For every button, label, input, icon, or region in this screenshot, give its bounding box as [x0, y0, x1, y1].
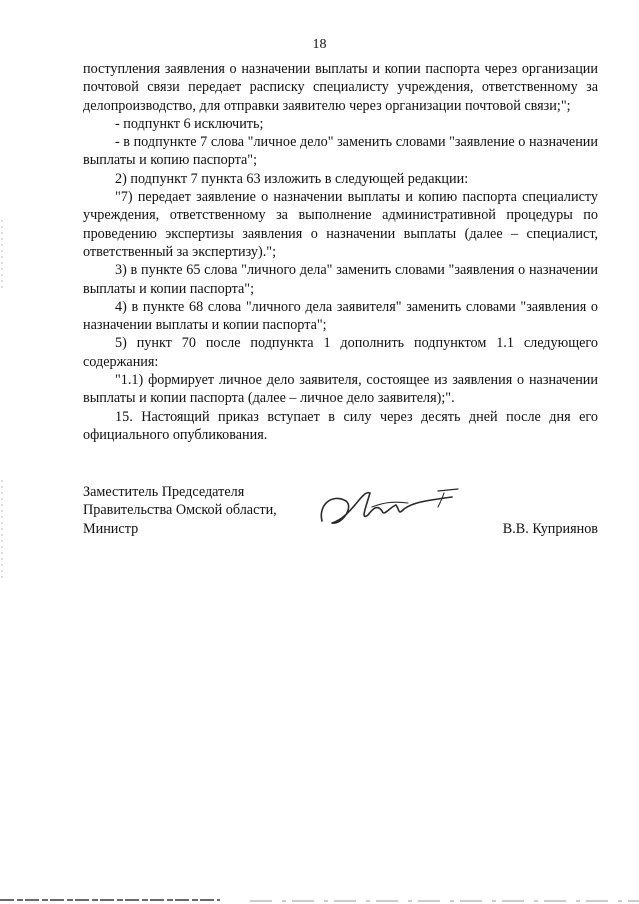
paragraph-continuation: поступления заявления о назначении выплаты и копии паспорта через организации почтовой связи передает расписку специалисту учреждения, ответственному за делопроизводство, для отправки заявителю через организации почтовой связи;"; — [83, 61, 598, 114]
paragraph: - подпункт 6 исключить; — [115, 115, 264, 132]
signer-title-line: Заместитель Председателя — [83, 484, 245, 500]
paragraph: 15. Настоящий приказ вступает в силу через десять дней после дня его официального опубликования. — [83, 408, 598, 443]
document-body — [83, 60, 598, 444]
paragraph: "7) передает заявление о назначении выплаты и копию паспорта специалисту учреждения, ответственному за выполнение административной процедуры по проведению экспертизы заявления о назначении выплаты (далее – специалист, ответственный за экспертизу)."; — [83, 189, 598, 260]
scan-edge-marks — [0, 180, 6, 600]
page-number: 18 — [312, 37, 327, 52]
paragraph: - в подпункте 7 слова "личное дело" заменить словами "заявление о назначении выплаты и копию паспорта"; — [83, 134, 598, 169]
signer-title — [83, 483, 277, 538]
paragraph: "1.1) формирует личное дело заявителя, состоящее из заявления о назначении выплаты и копии паспорта (далее – личное дело заявителя);". — [83, 372, 598, 407]
signer-title-line: Правительства Омской области, — [83, 502, 277, 519]
signer-title-line: Министр — [83, 520, 139, 537]
paragraph: 3) в пункте 65 слова "личного дела" заменить словами "заявления о назначении выплаты и копии паспорта"; — [83, 262, 598, 297]
paragraph: 4) в пункте 68 слова "личного дела заявителя" заменить словами "заявления о назначении выплаты и копии паспорта"; — [83, 298, 598, 334]
scan-bottom-edge — [0, 894, 639, 904]
paragraph: 5) пункт 70 после подпункта 1 дополнить подпунктом 1.1 следующего содержания: — [83, 335, 598, 370]
signature-block — [83, 483, 598, 543]
handwritten-signature — [312, 477, 462, 537]
signer-name: В.В. Куприянов — [502, 520, 598, 537]
paragraph: 2) подпункт 7 пункта 63 изложить в следующей редакции: — [115, 170, 469, 187]
